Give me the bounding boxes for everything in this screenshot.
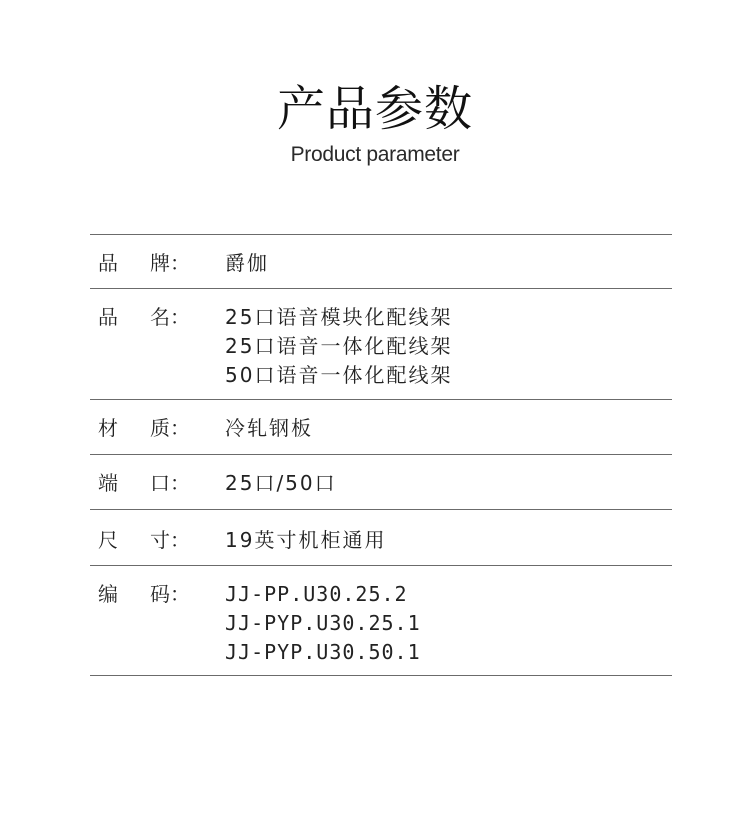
param-value-line: 爵伽	[225, 251, 269, 275]
parameter-table	[90, 234, 672, 676]
param-value	[225, 414, 672, 443]
param-row-product-name: 品 名： 25口语音模块化配线架 25口语音一体化配线架 50口语音一体化配线架	[90, 289, 672, 400]
param-row-code: 编 码： JJ-PP.U30.25.2 JJ-PYP.U30.25.1 JJ-PYP.U30.50.1	[90, 566, 672, 676]
param-value-line: JJ-PYP.U30.50.1	[225, 640, 421, 664]
param-value	[225, 303, 672, 390]
param-row-brand: 品 牌： 爵伽	[90, 235, 672, 289]
param-row-size: 尺 寸： 19英寸机柜通用	[90, 510, 672, 566]
param-value-line: 19英寸机柜通用	[225, 528, 387, 552]
param-value-line: JJ-PP.U30.25.2	[225, 582, 408, 606]
page-subtitle: Product parameter	[290, 143, 460, 166]
param-value-line: 25口/50口	[225, 471, 337, 495]
param-value-line: 25口语音模块化配线架	[225, 305, 453, 329]
param-value	[225, 580, 672, 667]
param-value-line: 25口语音一体化配线架	[225, 334, 453, 358]
param-row-material: 材 质： 冷轧钢板	[90, 400, 672, 455]
param-value-line: 50口语音一体化配线架	[225, 363, 453, 387]
param-value	[225, 526, 672, 555]
param-value-line: 冷轧钢板	[225, 416, 313, 440]
page-header	[0, 80, 750, 168]
param-value	[225, 469, 672, 498]
page-title: 产品参数	[276, 81, 473, 137]
param-row-port: 端 口： 25口/50口	[90, 455, 672, 510]
param-value-line: JJ-PYP.U30.25.1	[225, 611, 421, 635]
param-value	[225, 249, 672, 278]
